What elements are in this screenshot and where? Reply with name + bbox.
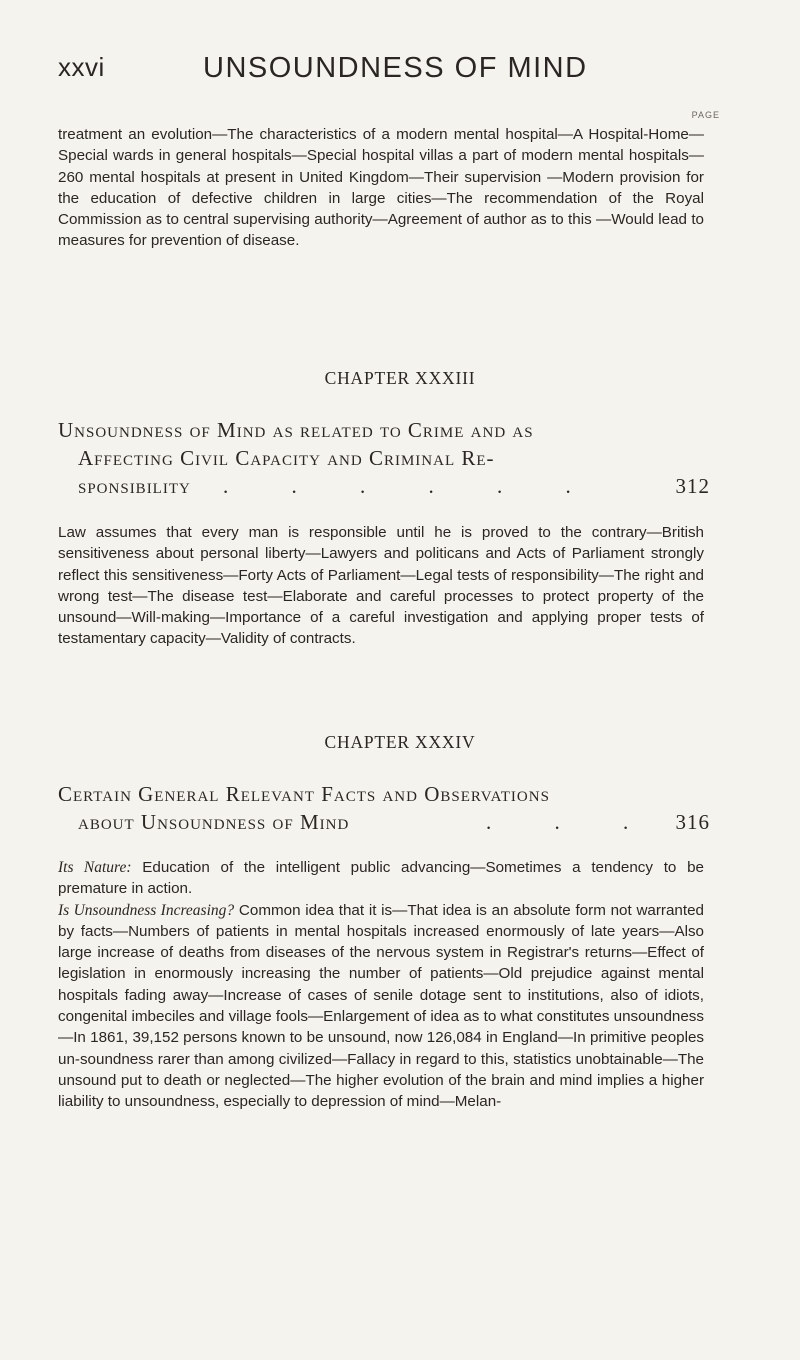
chapter-xxxiv-nature-paragraph	[58, 857, 704, 900]
chapter-xxxiii-page-ref: 312	[675, 474, 710, 498]
continued-summary-text: treatment an evolution—The characteristics of a modern mental hospital—A Hospital-Home—Special wards in general hospitals—Special hospital villas a part of modern mental hospitals—260 mental hospitals at present in United Kingdom—Their supervision —Modern provision for the education of defective children in large cities—The recommendation of the Royal Commission as to central supervising authority—Agreement of author as to this —Would lead to measures for prevention of disease.	[58, 126, 704, 250]
page-folio: xxvi	[58, 52, 105, 82]
chapter-xxxiii-label: CHAPTER XXXIII	[324, 368, 476, 388]
chapter-xxxiii-leader: . . . . . .	[223, 474, 600, 498]
chapter-xxxiv-increasing-text: Common idea that it is—That idea is an absolute form not warranted by facts—Numbers of patients in mental hospitals increased enormously of late years—Also large increase of deaths from diseases of the nervous system in Registrar's returns—Effect of legislation in enormously increasing the number of patients—Old prejudice against mental hospitals fading away—Increase of cases of senile dotage sent to institutions, also of idiots, congenital imbeciles and village fools—Enlargement of idea as to what constitutes unsoundness—In 1861, 39,152 persons known to be unsound, now 126,084 in England—In primitive peoples un-soundness rarer than among civilized—Fallacy in regard to this, statistics unobtainable—The unsound put to death or neglected—The higher evolution of the brain and mind implies a higher liability to unsoundness, especially to depression of mind—Melan-	[58, 901, 704, 1111]
chapter-xxxiii-entry-row	[58, 472, 708, 500]
chapter-xxxiv-nature-text: Education of the intelligent public advancing—Sometimes a tendency to be premature in action.	[58, 859, 704, 898]
chapter-xxxiv-heading-line1: Certain General Relevant Facts and Observations	[58, 782, 550, 806]
chapter-xxxiv-heading	[58, 780, 708, 836]
page-column-label: PAGE	[691, 110, 720, 120]
chapter-xxxiv-leader: . . .	[486, 810, 658, 834]
chapter-xxxiii-summary	[58, 522, 704, 650]
chapter-xxxiv-label: CHAPTER XXXIV	[324, 732, 476, 752]
chapter-xxxiii-summary-text: Law assumes that every man is responsible until he is proved to the contrary—British sensitiveness about personal liberty—Lawyers and politicans and Acts of Parliament strongly reflect this sensitiveness—Forty Acts of Parliament—Legal tests of responsibility—The right and wrong test—The disease test—Elaborate and careful processes to protect property of the unsound—Will-making—Importance of a careful investigation and applying proper tests of testamentary capacity—Validity of contracts.	[58, 524, 704, 648]
chapter-xxxiii-heading	[58, 416, 708, 500]
running-head	[58, 52, 708, 96]
chapter-xxxiv-nature-title: Its Nature:	[58, 859, 132, 876]
chapter-xxxiv-increasing-paragraph	[58, 900, 704, 1113]
chapter-xxxiii-heading-line2: Affecting Civil Capacity and Criminal Re-	[78, 446, 495, 470]
continued-summary	[58, 124, 704, 252]
chapter-xxxiv-increasing-title: Is Unsoundness Increasing?	[58, 901, 235, 919]
chapter-xxxiv-page-ref: 316	[675, 810, 710, 834]
chapter-xxxiv-entry-row	[58, 808, 708, 836]
running-head-title: UNSOUNDNESS OF MIND	[203, 52, 588, 84]
chapter-xxxiv-summary	[58, 857, 704, 1113]
chapter-xxxiii-heading-line1: Unsoundness of Mind as related to Crime and as	[58, 418, 534, 442]
chapter-xxxiii-heading-line3: sponsibility	[78, 474, 191, 498]
chapter-xxxiv-heading-line2: about Unsoundness of Mind	[78, 810, 350, 834]
